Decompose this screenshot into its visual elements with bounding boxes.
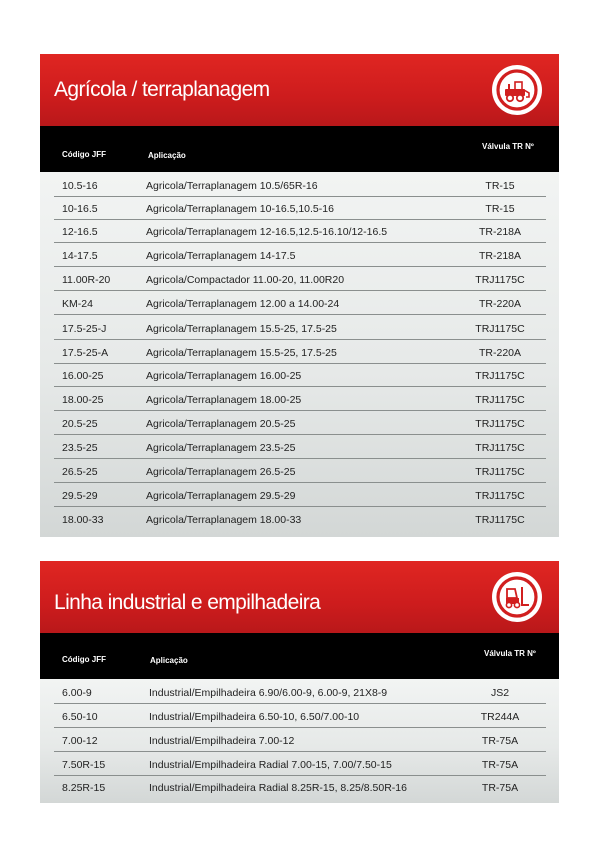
section-title: Agrícola / terraplanagem	[54, 78, 270, 101]
table-row: 10.5-16 Agricola/Terraplanagem 10.5/65R-16 TR-15	[54, 174, 546, 197]
table-body	[40, 679, 559, 803]
section-banner	[40, 54, 559, 126]
industrial-section	[40, 561, 559, 803]
table-row: 17.5-25-A Agricola/Terraplanagem 15.5-25, 17.5-25 TR-220A	[54, 341, 546, 364]
table-row: 16.00-25 Agricola/Terraplanagem 16.00-25 TRJ1175C	[54, 364, 546, 387]
header-application: Aplicação	[148, 151, 186, 160]
table-row: 29.5-29 Agricola/Terraplanagem 29.5-29 TRJ1175C	[54, 484, 546, 507]
agricola-section	[40, 54, 559, 537]
header-valve: Válvula TR Nº	[484, 649, 536, 658]
header-valve: Válvula TR Nº	[482, 142, 534, 151]
tractor-icon	[492, 65, 542, 115]
table-row: 11.00R-20 Agricola/Compactador 11.00-20, 11.00R20 TRJ1175C	[54, 268, 546, 291]
table-row: 18.00-25 Agricola/Terraplanagem 18.00-25 TRJ1175C	[54, 388, 546, 411]
table-row: 7.50R-15 Industrial/Empilhadeira Radial 7.00-15, 7.00/7.50-15 TR-75A	[54, 753, 546, 776]
header-code: Código JFF	[62, 150, 106, 159]
table-row: 20.5-25 Agricola/Terraplanagem 20.5-25 TRJ1175C	[54, 412, 546, 435]
table-row: 18.00-33 Agricola/Terraplanagem 18.00-33 TRJ1175C	[62, 514, 525, 526]
table-row: 17.5-25-J Agricola/Terraplanagem 15.5-25, 17.5-25 TRJ1175C	[54, 317, 546, 340]
table-row: 6.50-10 Industrial/Empilhadeira 6.50-10, 6.50/7.00-10 TR244A	[54, 705, 546, 728]
table-row: 23.5-25 Agricola/Terraplanagem 23.5-25 TRJ1175C	[54, 436, 546, 459]
header-application: Aplicação	[150, 656, 188, 665]
section-title: Linha industrial e empilhadeira	[54, 591, 321, 614]
header-code: Código JFF	[62, 655, 106, 664]
table-header	[40, 126, 559, 172]
table-row: KM-24 Agricola/Terraplanagem 12.00 a 14.00-24 TR-220A	[54, 292, 546, 315]
table-row: 14-17.5 Agricola/Terraplanagem 14-17.5 TR-218A	[54, 244, 546, 267]
table-body	[40, 172, 559, 537]
table-header	[40, 633, 559, 679]
table-row: 26.5-25 Agricola/Terraplanagem 26.5-25 TRJ1175C	[54, 460, 546, 483]
section-banner	[40, 561, 559, 633]
table-row: 10-16.5 Agricola/Terraplanagem 10-16.5,10.5-16 TR-15	[54, 197, 546, 220]
table-row: 8.25R-15 Industrial/Empilhadeira Radial 8.25R-15, 8.25/8.50R-16 TR-75A	[62, 782, 519, 794]
table-row: 12-16.5 Agricola/Terraplanagem 12-16.5,12.5-16.10/12-16.5 TR-218A	[54, 220, 546, 243]
table-row: 6.00-9 Industrial/Empilhadeira 6.90/6.00-9, 6.00-9, 21X8-9 JS2	[54, 681, 546, 704]
table-row: 7.00-12 Industrial/Empilhadeira 7.00-12 TR-75A	[54, 729, 546, 752]
forklift-icon	[492, 572, 542, 622]
